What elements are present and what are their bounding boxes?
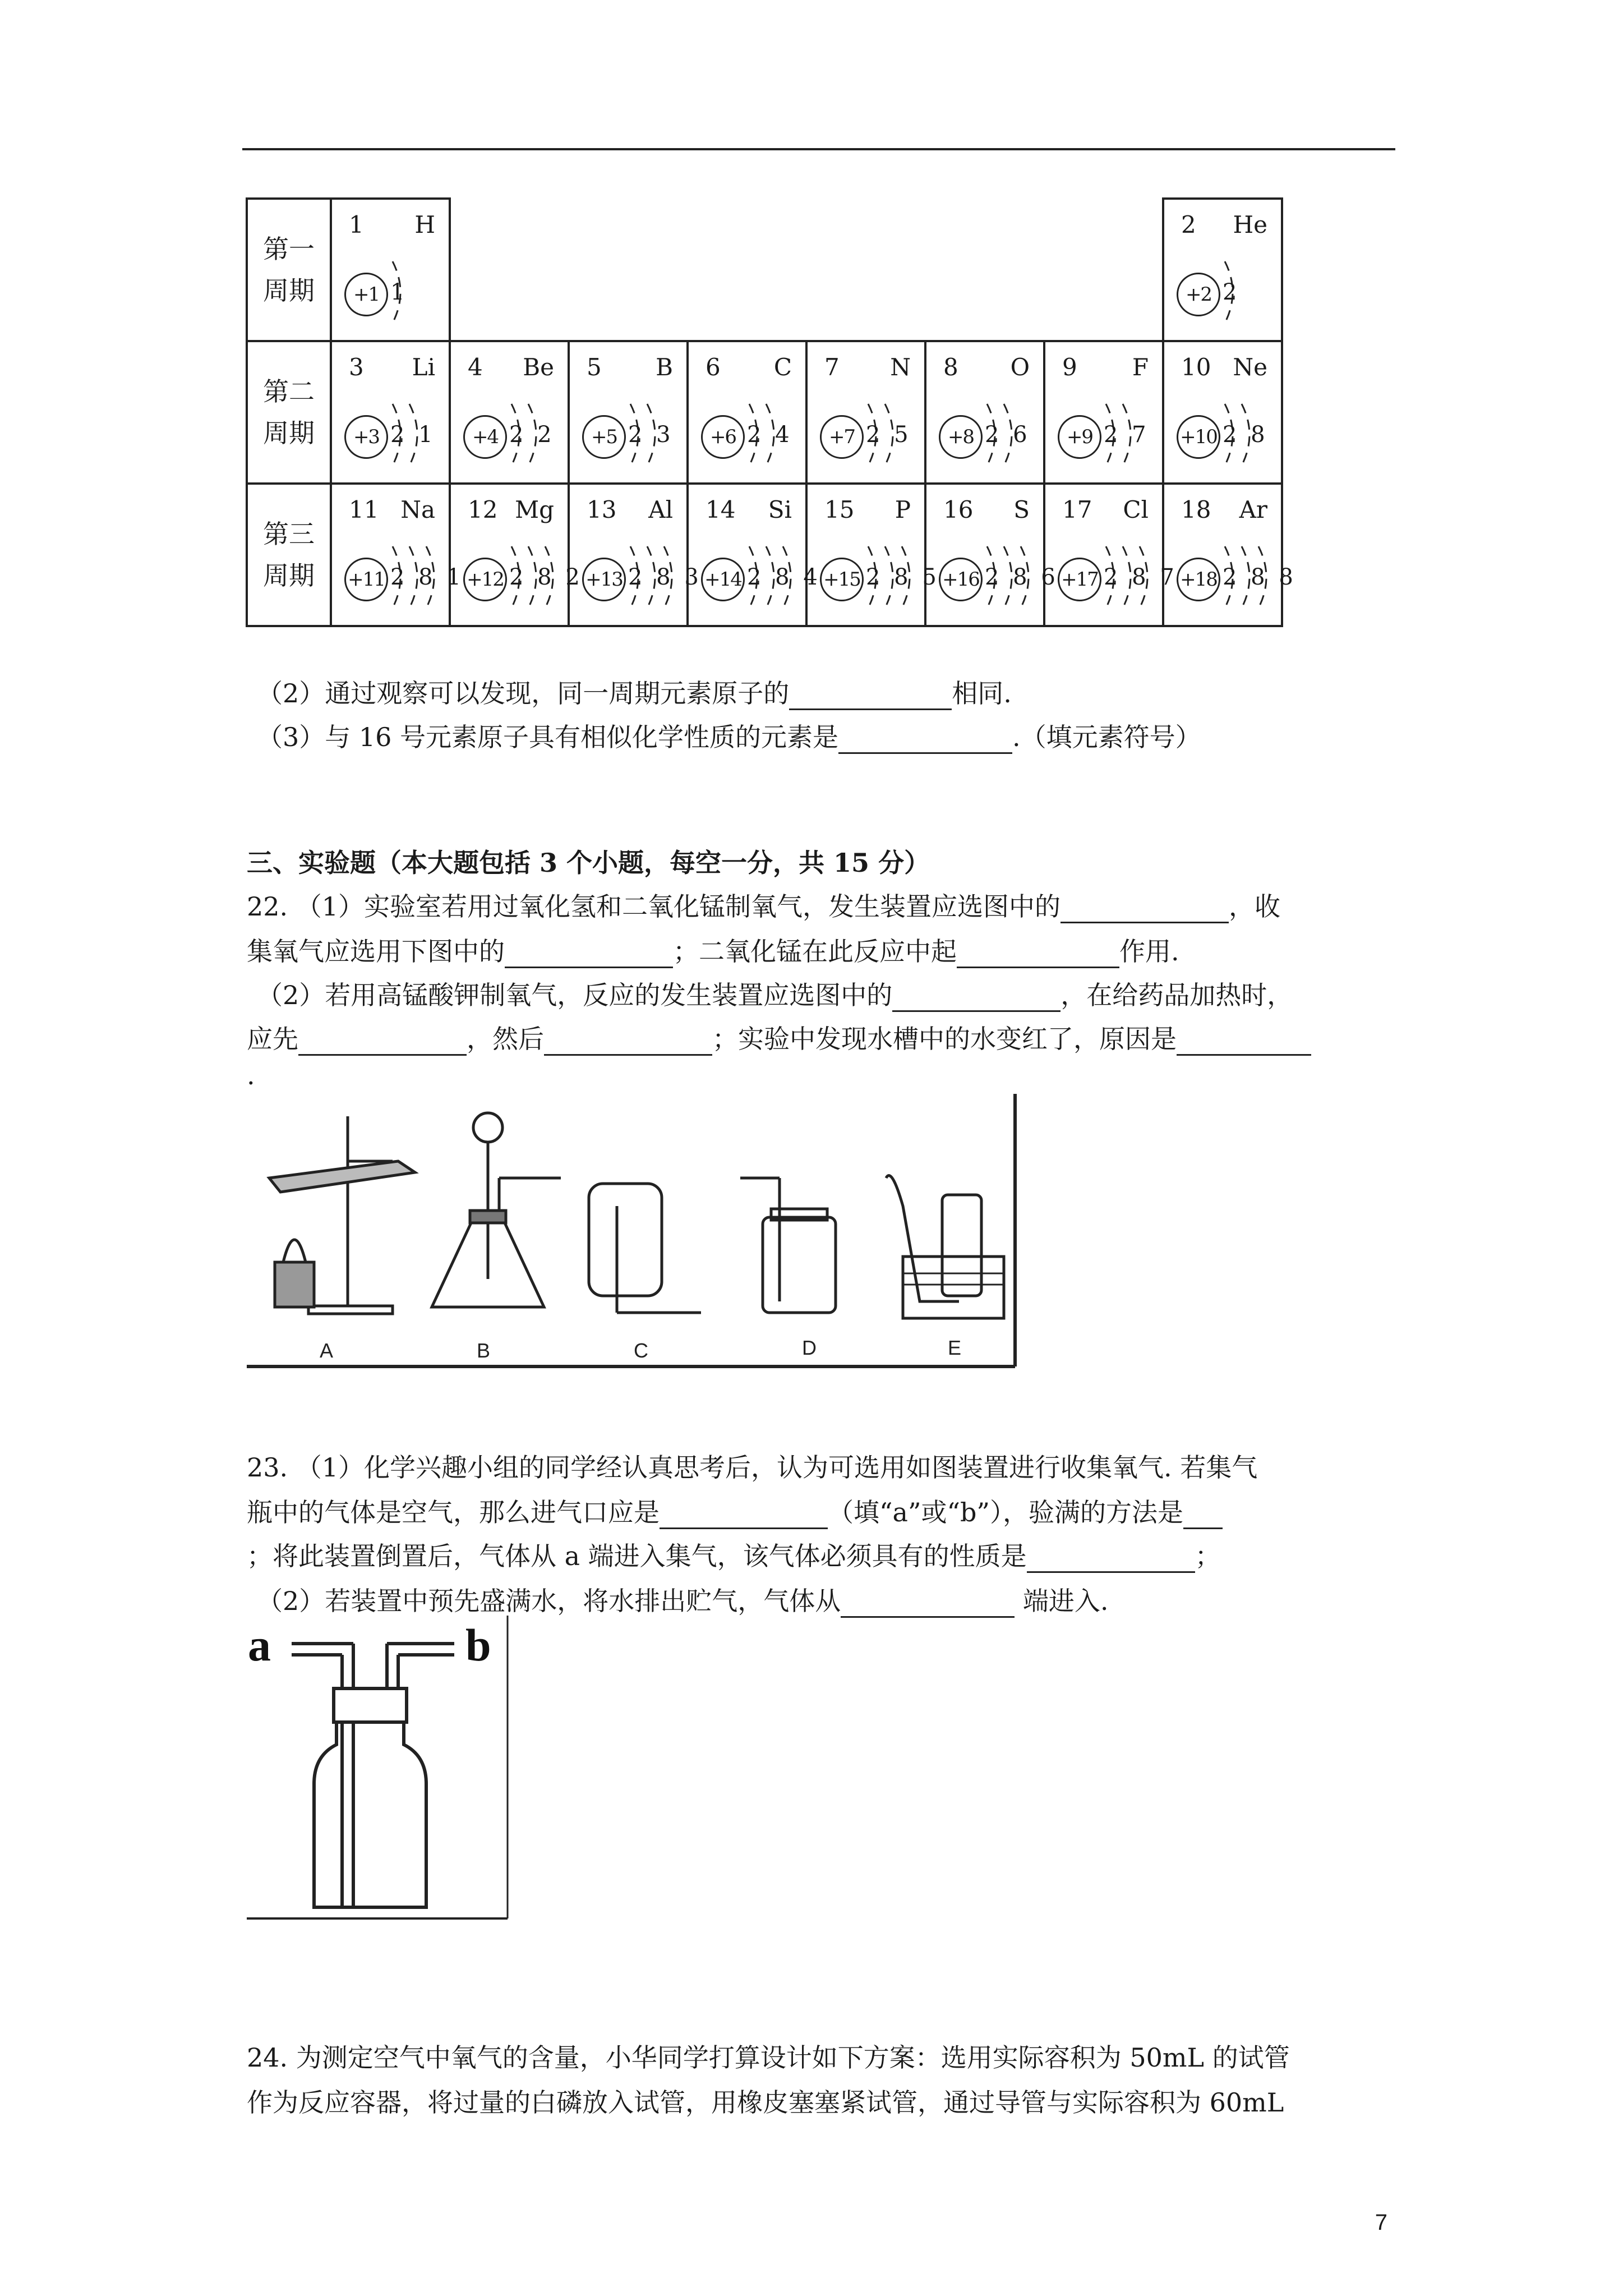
element-symbol: Na [400,496,435,523]
q23-line1: 23. （1）化学兴趣小组的同学经认真思考后，认为可选用如图装置进行收集氧气. 若集气 [247,1452,1258,1483]
nucleus-charge: +10 [1177,415,1220,459]
apparatus-figure [247,1094,1021,1374]
q23-text: ；将此装置倒置后，气体从 a 端进入集气，该气体必须具有的性质是 [247,1541,1027,1571]
q22-text: ，收 [1229,891,1281,922]
answer-blank[interactable] [892,986,1061,1012]
electron-shells: 1 [390,279,408,305]
port-a-label: a [248,1619,271,1671]
q22-line1 [247,886,1280,923]
atom-structure-diagram [336,245,446,334]
nucleus-charge: +8 [939,415,983,459]
answer-blank[interactable] [1061,897,1229,923]
atom-structure-diagram [1169,245,1279,334]
apparatus-b [432,1113,561,1307]
q24-line2: 作为反应容器，将过量的白磷放入试管，用橡皮塞塞紧试管，通过导管与实际容积为 60mL [247,2087,1284,2118]
atom-structure-diagram [1169,530,1297,619]
answer-blank[interactable] [298,1029,467,1056]
figure-label-e: E [948,1336,962,1359]
element-symbol: Cl [1123,496,1149,523]
answer-blank[interactable] [660,1503,828,1529]
q21-part3-suffix: .（填元素符号） [1012,722,1201,752]
element-cell [688,341,806,484]
electron-shells: 2 8 4 [747,564,821,590]
element-symbol: H [414,211,435,238]
period-row [247,484,1282,626]
q22-text: ；实验中发现水槽中的水变红了，原因是 [712,1024,1177,1054]
empty-cell [450,199,569,341]
q22-text: ，然后 [467,1024,544,1054]
element-cell [1044,484,1178,626]
atom-structure-diagram [812,387,922,477]
atomic-number: 3 [349,353,364,381]
apparatus-c [589,1184,701,1313]
periodic-table [246,197,1297,627]
empty-cell [925,199,1044,341]
atom-structure-diagram [1169,387,1279,477]
q21-part3 [257,717,1201,754]
period-row [247,341,1282,484]
electron-shells: 2 2 [509,422,555,448]
element-symbol: S [1013,496,1030,523]
electron-shells: 2 8 [1223,422,1269,448]
element-symbol: B [656,353,673,381]
q23-text: （2）若装置中预先盛满水，将水排出贮气，气体从 [257,1586,841,1616]
nucleus-charge: +5 [582,415,626,459]
atomic-number: 2 [1181,211,1196,238]
figure-label-d: D [802,1336,817,1359]
atomic-number: 7 [824,353,840,381]
electron-shells: 2 8 1 [390,564,464,590]
atomic-number: 10 [1181,353,1211,381]
electron-shells: 2 5 [866,422,912,448]
atomic-number: 1 [349,211,364,238]
element-cell [925,484,1059,626]
electron-shells: 2 8 5 [866,564,940,590]
element-cell [569,341,688,484]
element-cell [688,484,821,626]
q21-part2 [257,673,1012,710]
q22-line4 [247,1019,1311,1056]
q23-line2 [247,1492,1223,1529]
nucleus-charge: +13 [582,558,626,601]
atom-structure-diagram [336,387,446,477]
atomic-number: 12 [468,496,498,523]
element-symbol: Ne [1233,353,1267,381]
atomic-number: 8 [943,353,958,381]
electron-shells: 2 8 7 [1104,564,1178,590]
figure-label-c: C [634,1339,648,1362]
electron-shells: 2 8 8 [1223,564,1297,590]
nucleus-charge: +14 [701,558,745,601]
atomic-number: 4 [468,353,483,381]
apparatus-e [886,1176,1004,1318]
nucleus-charge: +16 [939,558,983,601]
q24-line1: 24. 为测定空气中氧气的含量，小华同学打算设计如下方案：选用实际容积为 50mL 的试管 [247,2042,1290,2073]
q22-text: （2）若用高锰酸钾制氧气，反应的发生装置应选图中的 [257,980,893,1010]
q23-line4 [257,1581,1109,1618]
nucleus-charge: +15 [820,558,864,601]
electron-shells: 2 8 3 [628,564,702,590]
element-symbol: Mg [515,496,554,523]
element-symbol: P [895,496,911,523]
empty-cell [688,199,806,341]
atomic-number: 18 [1181,496,1211,523]
atom-structure-diagram [812,530,940,619]
q22-text: 作用. [1119,936,1179,967]
electron-shells: 2 1 [390,422,436,448]
element-symbol: N [890,353,911,381]
answer-blank[interactable] [1177,1029,1311,1056]
element-cell [925,341,1044,484]
element-cell [1163,484,1297,626]
element-symbol: Ar [1239,496,1267,523]
nucleus-charge: +1 [344,273,388,316]
answer-blank[interactable] [1027,1547,1195,1573]
electron-shells: 2 6 [985,422,1031,448]
answer-blank[interactable] [957,942,1119,968]
header-rule [242,148,1395,150]
element-cell [1163,341,1282,484]
element-cell [806,484,940,626]
element-symbol: O [1010,353,1030,381]
q21-part2-text: （2）通过观察可以发现，同一周期元素原子的 [257,678,790,708]
figure-label-a: A [320,1339,334,1362]
atom-structure-diagram [693,530,821,619]
atom-structure-diagram [455,530,583,619]
period-label-line: 周期 [263,560,315,591]
nucleus-charge: +4 [463,415,507,459]
stopper [334,1688,407,1722]
apparatus-a [269,1116,415,1314]
period-label [247,484,331,626]
atom-structure-diagram [455,387,565,477]
period-label-line: 第一 [263,234,315,264]
element-cell [1163,199,1282,341]
element-symbol: He [1233,211,1267,238]
apparatus-d [740,1178,836,1313]
answer-blank[interactable] [841,1591,1015,1618]
page-number: 7 [1375,2210,1387,2235]
element-symbol: Be [523,353,554,381]
nucleus-charge: +11 [344,558,388,601]
q22-text: 22. （1）实验室若用过氧化氢和二氧化锰制氧气，发生装置应选图中的 [247,891,1061,922]
answer-blank[interactable] [505,942,673,968]
q23-line3 [247,1536,1221,1573]
period-row [247,199,1282,341]
q22-text: 应先 [247,1024,298,1054]
electron-shells: 2 3 [628,422,674,448]
period-label [247,199,331,341]
element-cell [450,484,583,626]
electron-shells: 2 8 6 [985,564,1059,590]
period-label-line: 周期 [263,418,315,448]
q23-text: （填“a”或“b”），验满的方法是 [828,1497,1183,1527]
q22-text: ；二氧化锰在此反应中起 [673,936,957,967]
section-title: 三、实验题（本大题包括 3 个小题，每空一分，共 15 分） [247,848,930,878]
element-symbol: Al [648,496,673,523]
atomic-number: 5 [587,353,602,381]
electron-shells: 2 7 [1104,422,1150,448]
atomic-number: 17 [1062,496,1092,523]
answer-blank[interactable] [838,728,1012,754]
q22-text: 集氧气应选用下图中的 [247,936,505,967]
element-cell [806,341,925,484]
q21-part3-text: （3）与 16 号元素原子具有相似化学性质的元素是 [257,722,839,752]
atom-structure-diagram [931,530,1059,619]
element-cell [569,484,702,626]
atom-structure-diagram [1050,530,1178,619]
nucleus-charge: +17 [1058,558,1101,601]
nucleus-charge: +2 [1177,273,1220,316]
q23-text: 端进入. [1022,1586,1109,1616]
q21-part2-suffix: 相同. [952,678,1012,708]
nucleus-charge: +6 [701,415,745,459]
atom-structure-diagram [1050,387,1160,477]
element-cell [450,341,569,484]
nucleus-charge: +7 [820,415,864,459]
nucleus-charge: +18 [1177,558,1220,601]
empty-cell [569,199,688,341]
q22-line3 [257,975,1293,1012]
gas-bottle-figure [247,1616,516,1930]
empty-cell [1044,199,1163,341]
q22-line2 [247,931,1179,968]
atom-structure-diagram [336,530,464,619]
electron-shells: 2 4 [747,422,793,448]
figure-label-b: B [477,1339,491,1362]
atomic-number: 9 [1062,353,1077,381]
element-symbol: F [1132,353,1149,381]
bottle-body [314,1722,426,1907]
answer-blank[interactable] [1183,1503,1223,1529]
electron-shells: 2 8 2 [509,564,583,590]
atomic-number: 6 [706,353,721,381]
q22-text: ，在给药品加热时， [1061,980,1293,1010]
element-cell [331,484,464,626]
port-b-label: b [465,1619,491,1671]
element-cell [1044,341,1163,484]
element-symbol: Li [412,353,435,381]
element-cell [331,341,450,484]
q23-text: ； [1195,1541,1221,1571]
atom-structure-diagram [574,530,702,619]
nucleus-charge: +9 [1058,415,1101,459]
nucleus-charge: +12 [463,558,507,601]
element-symbol: Si [768,496,792,523]
period-label-line: 第二 [263,376,315,407]
period-label [247,341,331,484]
atom-structure-diagram [574,387,684,477]
answer-blank[interactable] [544,1029,712,1056]
atomic-number: 13 [587,496,617,523]
answer-blank[interactable] [789,684,952,710]
period-label-line: 周期 [263,275,315,306]
electron-shells: 2 [1223,279,1241,305]
element-cell [331,199,450,341]
element-symbol: C [773,353,792,381]
atomic-number: 11 [349,496,379,523]
atomic-number: 16 [943,496,974,523]
atomic-number: 14 [706,496,736,523]
atom-structure-diagram [931,387,1041,477]
empty-cell [806,199,925,341]
q23-text: 瓶中的气体是空气，那么进气口应是 [247,1497,660,1527]
period-label-line: 第三 [263,519,315,549]
q22-line5: . [247,1060,255,1091]
atomic-number: 15 [824,496,855,523]
atom-structure-diagram [693,387,803,477]
nucleus-charge: +3 [344,415,388,459]
